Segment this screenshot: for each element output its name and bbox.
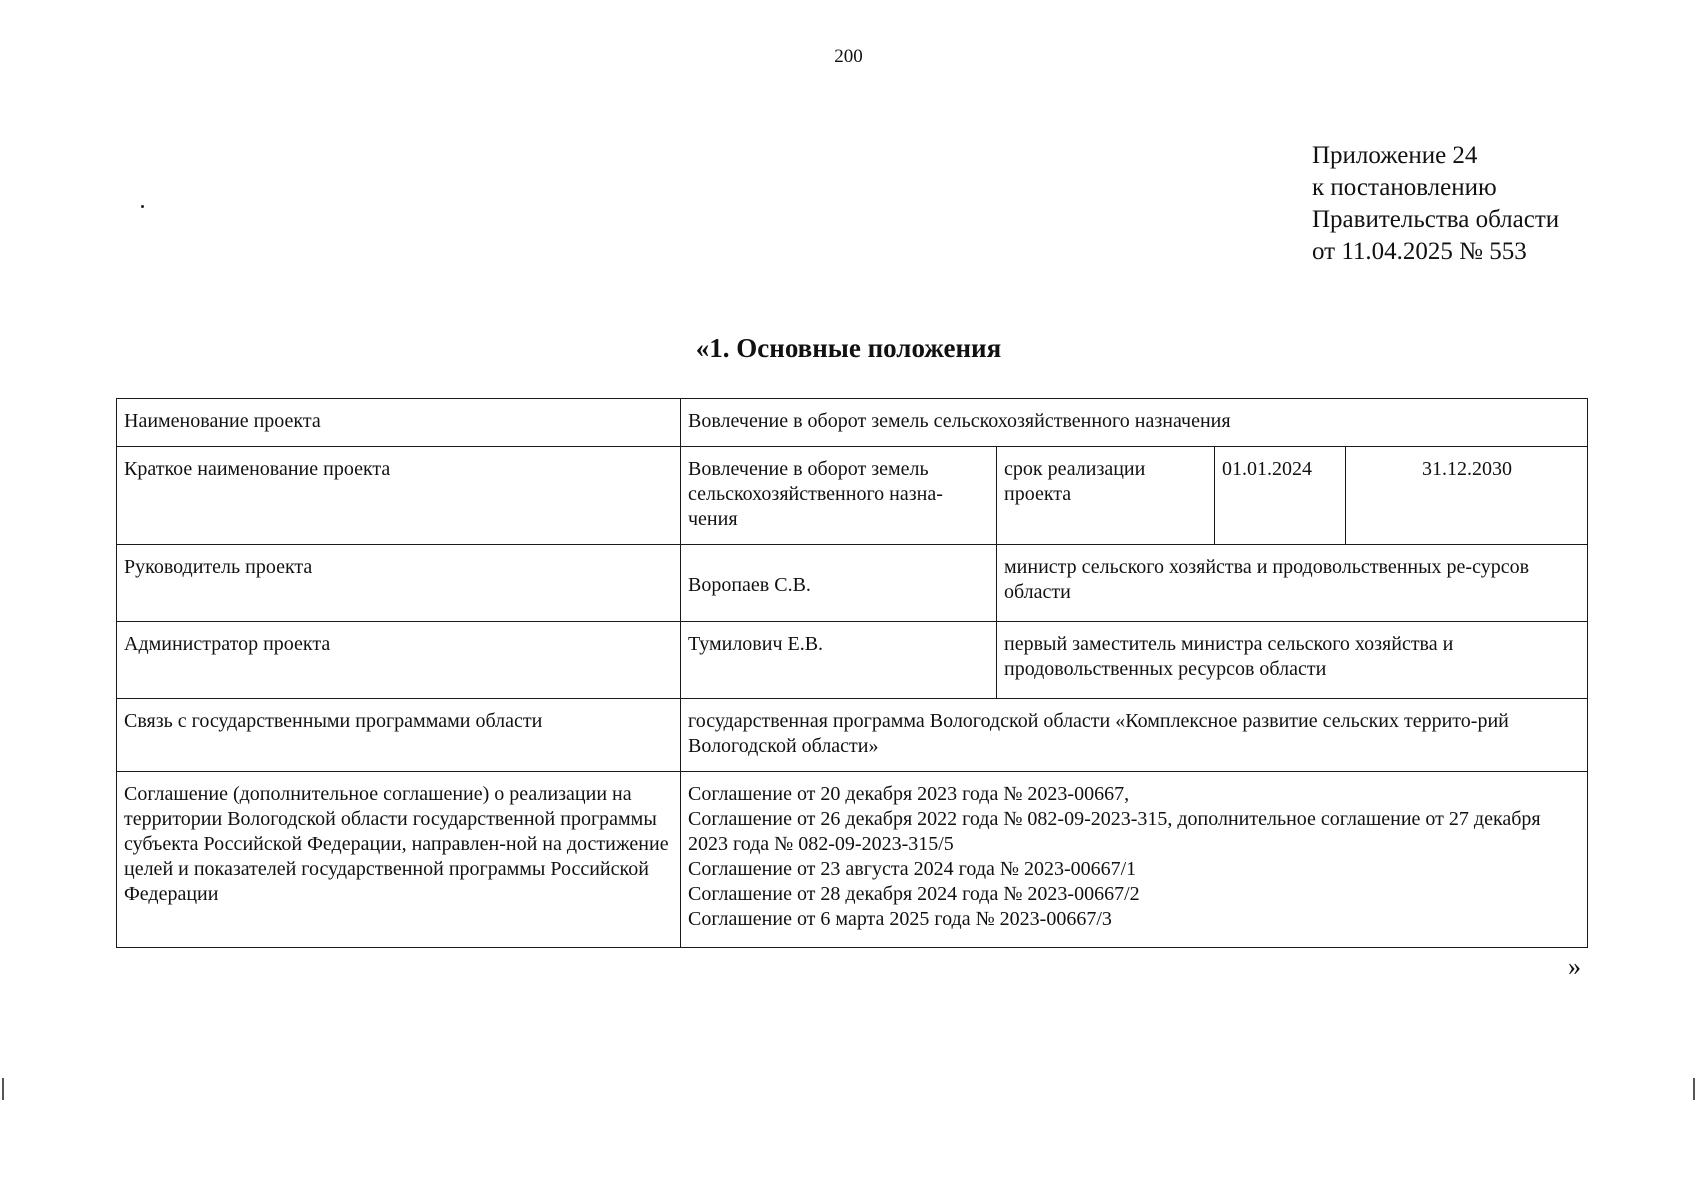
row-label: Соглашение (дополнительное соглашение) о реализации на территории Вологодской области государственной программы субъекта Российской Федерации, направлен-ной на достижение целей и показателей государственной программы Российской Федерации — [117, 772, 681, 948]
leader-name: Воропаев С.В. — [681, 545, 997, 622]
administrator-name: Тумилович Е.В. — [681, 622, 997, 699]
project-info-table — [116, 398, 1588, 948]
section-title: «1. Основные положения — [695, 333, 1002, 363]
agreement-item: Соглашение от 20 декабря 2023 года № 2023-00667, — [688, 783, 1130, 805]
row-label: Руководитель проекта — [117, 545, 681, 622]
agreement-item: Соглашение от 23 августа 2024 года № 2023-00667/1 — [688, 858, 1137, 880]
row-label: Наименование проекта — [117, 399, 681, 447]
scan-edge-mark — [2, 1078, 4, 1100]
closing-quote: » — [1568, 952, 1581, 981]
table-row — [117, 772, 1588, 948]
end-date: 31.12.2030 — [1346, 447, 1588, 545]
row-label: Администратор проекта — [117, 622, 681, 699]
row-label: Связь с государственными программами области — [117, 699, 681, 772]
agreement-item: Соглашение от 6 марта 2025 года № 2023-00667/3 — [688, 908, 1112, 930]
agreement-item: Соглашение от 28 декабря 2024 года № 2023-00667/2 — [688, 883, 1140, 905]
table-row — [117, 545, 1588, 622]
short-name-value: Вовлечение в оборот земель сельскохозяйственного назна-чения — [681, 447, 997, 545]
appendix-line: от 11.04.2025 № 553 — [1312, 238, 1527, 265]
appendix-line: к постановлению — [1312, 174, 1497, 201]
row-label: Краткое наименование проекта — [117, 447, 681, 545]
agreements-list — [681, 772, 1588, 948]
table-row — [117, 447, 1588, 545]
scan-dot — [141, 205, 144, 208]
start-date: 01.01.2024 — [1215, 447, 1346, 545]
appendix-line: Правительства области — [1312, 206, 1560, 233]
appendix-line: Приложение 24 — [1312, 142, 1478, 169]
administrator-position: первый заместитель министра сельского хозяйства и продовольственных ресурсов области — [997, 622, 1588, 699]
scan-edge-mark — [1693, 1078, 1695, 1100]
appendix-header — [1312, 140, 1559, 268]
table-row — [117, 399, 1588, 447]
table-row — [117, 622, 1588, 699]
project-name-value: Вовлечение в оборот земель сельскохозяйственного назначения — [681, 399, 1588, 447]
period-label: срок реализации проекта — [997, 447, 1215, 545]
page-number: 200 — [834, 46, 863, 67]
state-program-value: государственная программа Вологодской области «Комплексное развитие сельских террито-рий Вологодской области» — [681, 699, 1588, 772]
leader-position: министр сельского хозяйства и продовольственных ре-сурсов области — [997, 545, 1588, 622]
agreement-item: Соглашение от 26 декабря 2022 года № 082-09-2023-315, дополнительное соглашение от 27 декабря 2023 года № 082-09-2023-315/5 — [688, 808, 1541, 855]
table-row — [117, 699, 1588, 772]
